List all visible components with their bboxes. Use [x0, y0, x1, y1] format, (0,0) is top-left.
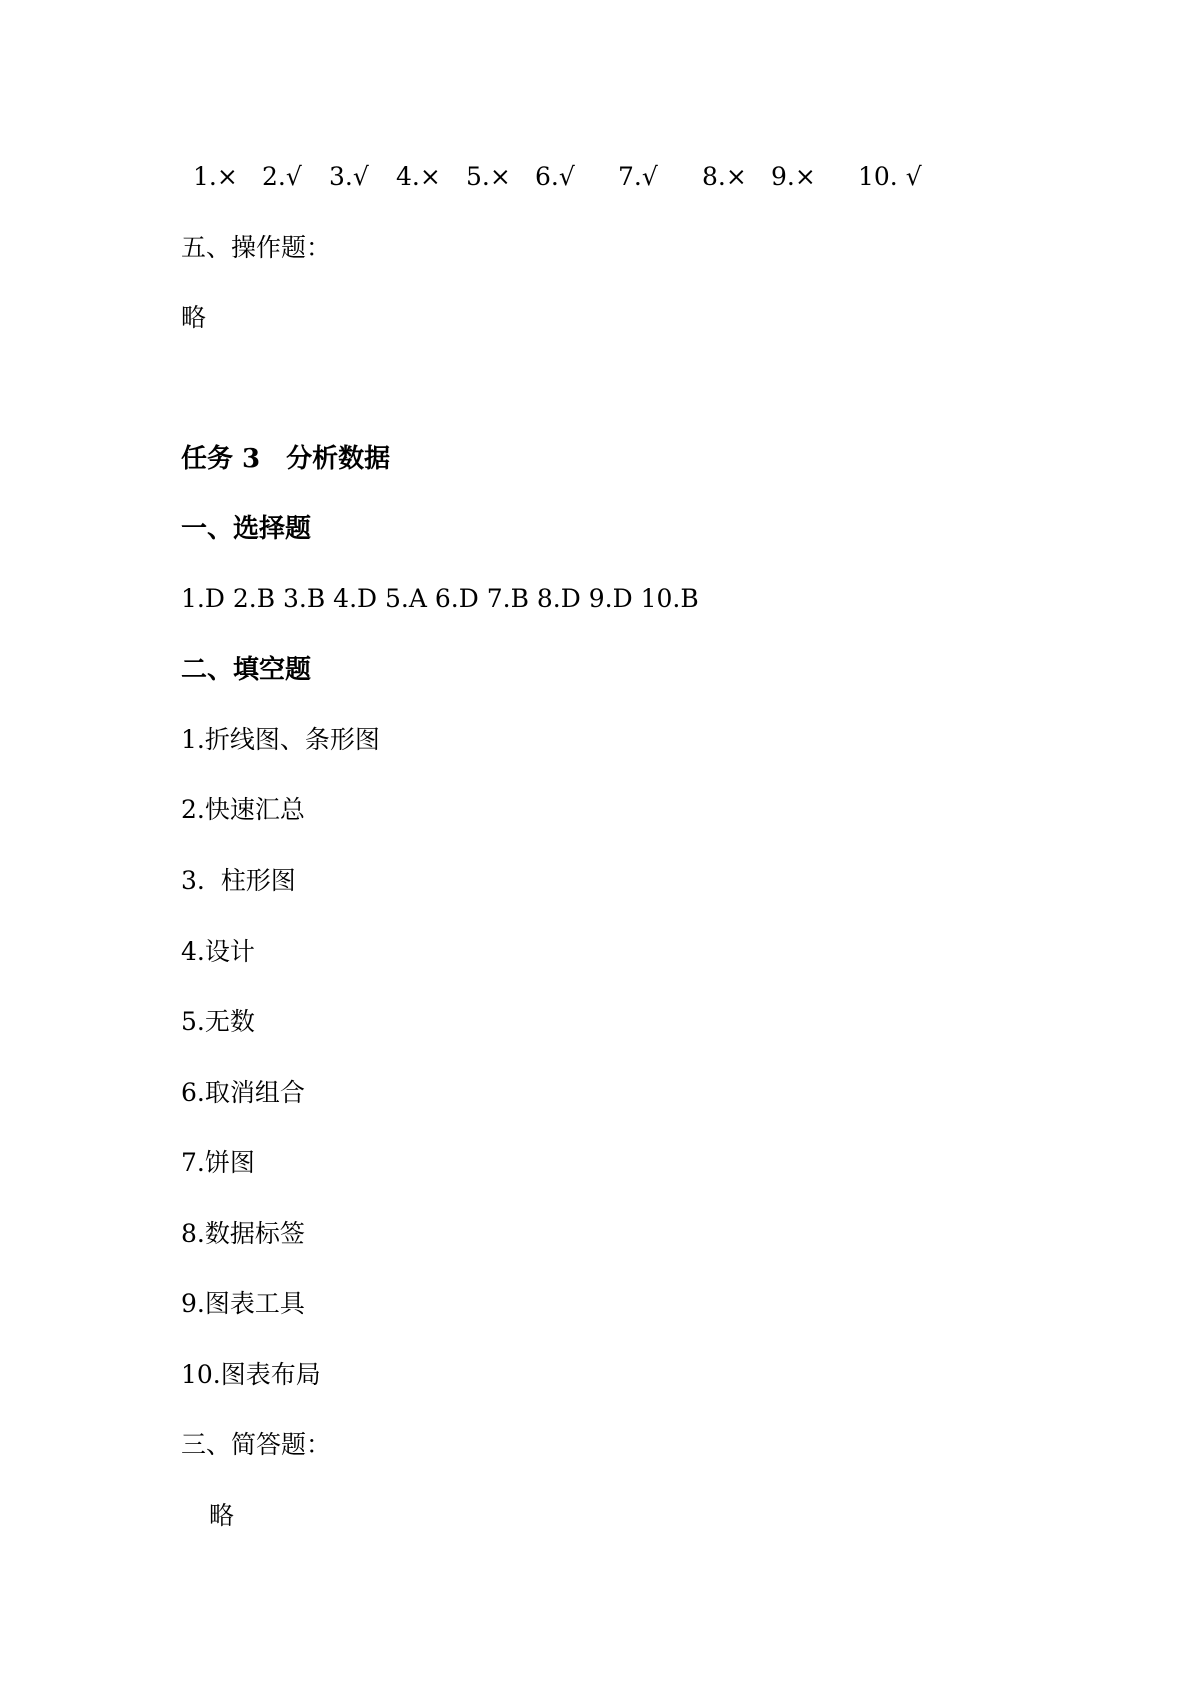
fill-answer-item: 4.设计 — [181, 937, 255, 966]
fill-answer-item: 8.数据标签 — [181, 1219, 305, 1248]
judge-answer: 4.× — [396, 162, 441, 191]
fill-answer-item: 5.无数 — [181, 1007, 255, 1036]
fill-answer-item: 3. 柱形图 — [181, 866, 296, 895]
operation-answer: 略 — [181, 303, 207, 332]
section-heading-short-answer: 三、简答题： — [181, 1430, 332, 1459]
judge-answer: 9.× — [771, 162, 816, 191]
judge-answer: 1.× — [193, 162, 238, 191]
fill-answer-item: 10.图表布局 — [181, 1360, 321, 1389]
section-heading-choice: 一、选择题 — [181, 514, 312, 544]
fill-answer-item: 9.图表工具 — [181, 1289, 305, 1318]
judge-answer: 5.× — [466, 162, 511, 191]
fill-answer-item: 2.快速汇总 — [181, 795, 305, 824]
fill-answer-item: 6.取消组合 — [181, 1078, 305, 1107]
judge-answer: 8.× — [702, 162, 747, 191]
section-heading-operation: 五、操作题： — [181, 233, 332, 262]
short-answer: 略 — [209, 1501, 235, 1530]
judge-answer: 10. √ — [858, 162, 922, 191]
judge-answer: 2.√ — [262, 162, 302, 191]
choice-answers: 1.D 2.B 3.B 4.D 5.A 6.D 7.B 8.D 9.D 10.B — [181, 584, 699, 613]
judge-answer: 6.√ — [535, 162, 575, 191]
task-title: 任务 3 分析数据 — [181, 444, 391, 474]
judge-answer: 3.√ — [329, 162, 369, 191]
fill-answer-item: 1.折线图、条形图 — [181, 725, 380, 754]
fill-answer-item: 7.饼图 — [181, 1148, 255, 1177]
section-heading-fill: 二、填空题 — [181, 655, 312, 685]
judge-answer: 7.√ — [618, 162, 658, 191]
